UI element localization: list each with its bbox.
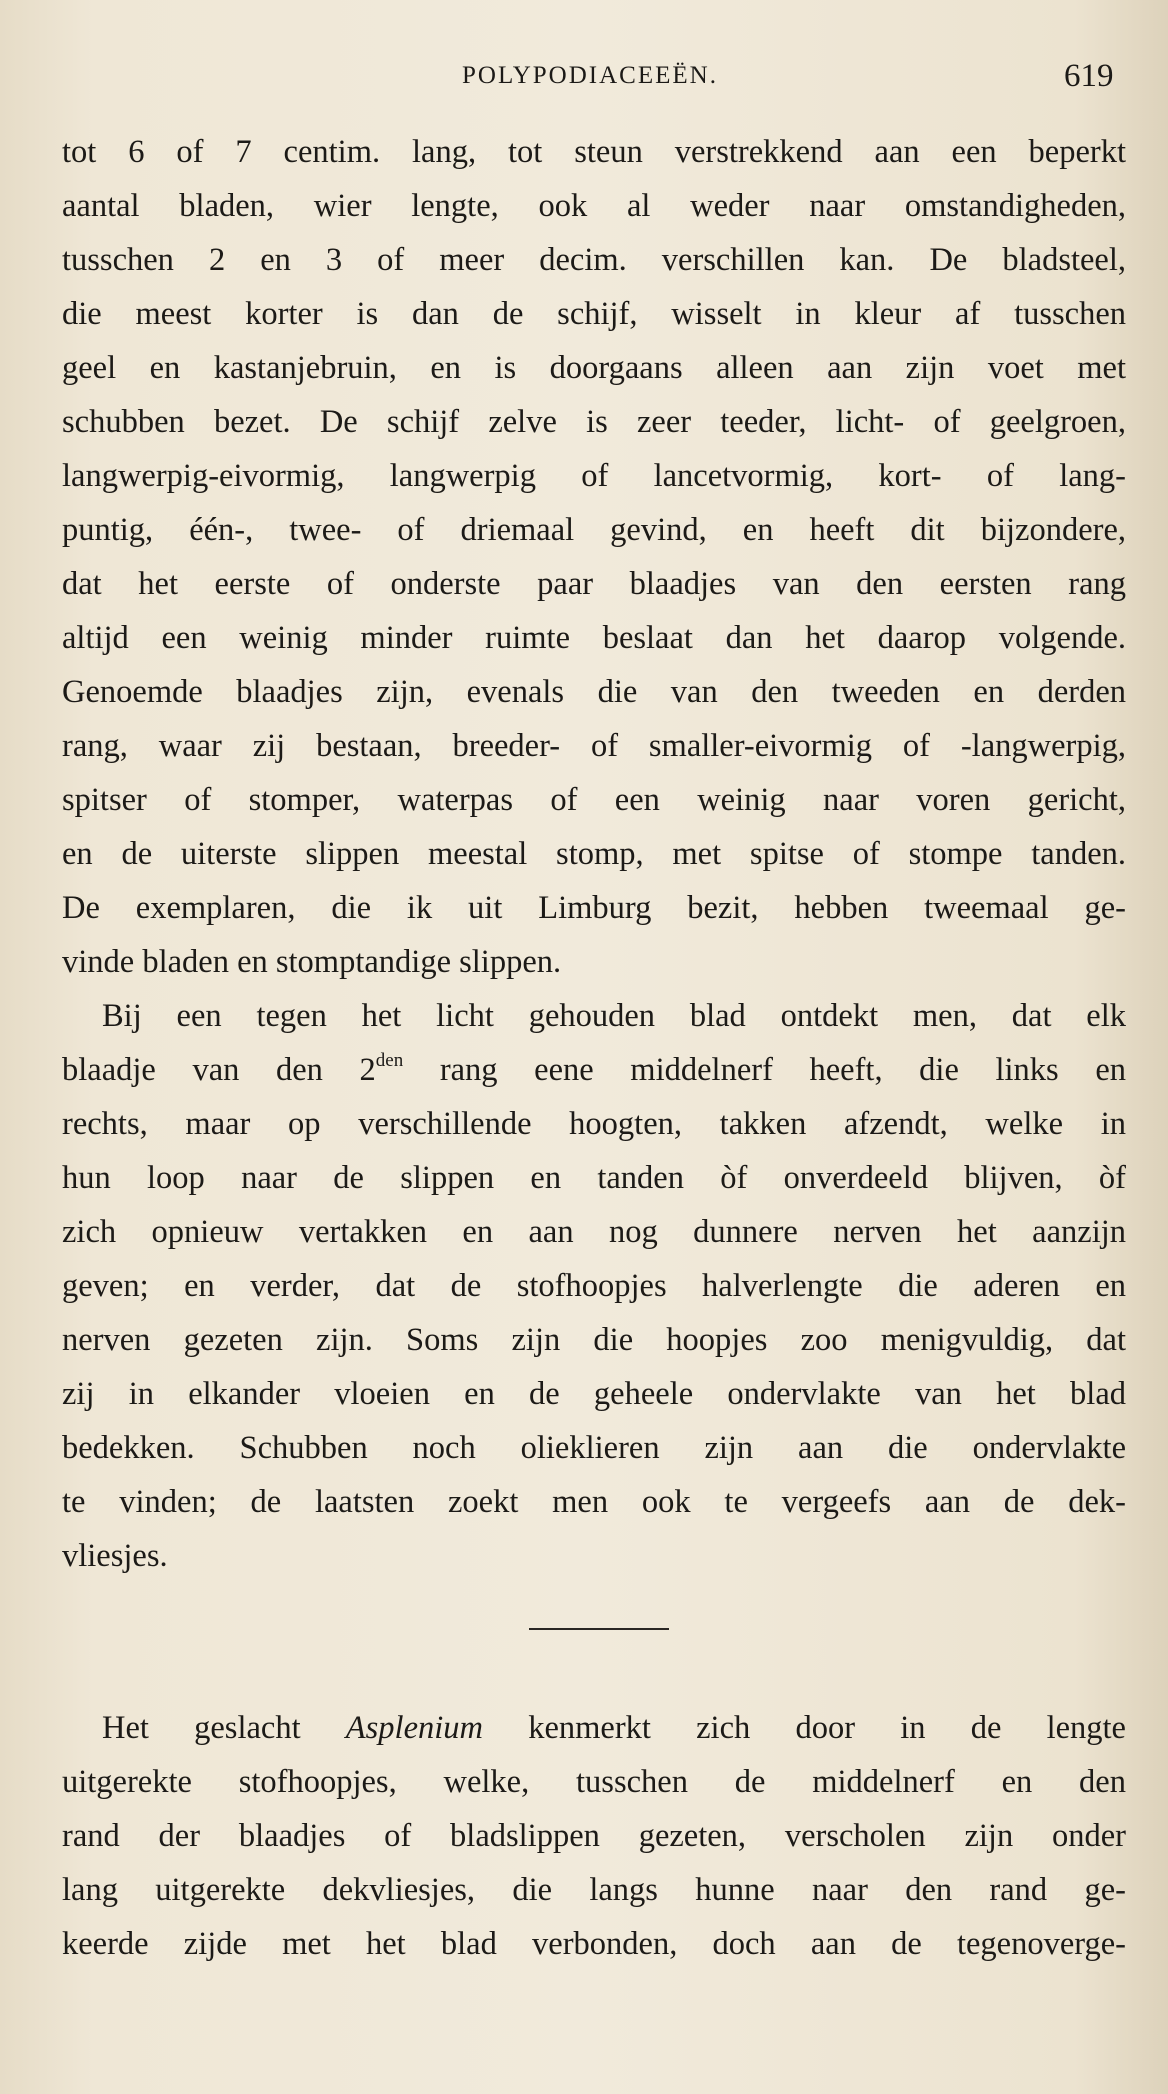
text-fragment: blaadje van den 2 (62, 1052, 376, 1088)
genus-name: Asplenium (345, 1710, 484, 1746)
section-divider (62, 1583, 1126, 1677)
page-header (0, 58, 1168, 108)
text-line: altijd een weinig minder ruimte beslaat dan het daarop volgende. (62, 620, 1126, 656)
page-number: 619 (1064, 58, 1114, 94)
superscript: den (375, 1050, 404, 1071)
text-line: en de uiterste slippen meestal stomp, met spitse of stompe tanden. (62, 836, 1126, 872)
text-line: Genoemde blaadjes zijn, evenals die van den tweeden en derden (62, 674, 1126, 710)
text-line (62, 1701, 1126, 1755)
text-fragment: kenmerkt zich door in de lengte (483, 1710, 1126, 1746)
text-line: tusschen 2 en 3 of meer decim. verschillen kan. De bladsteel, (62, 242, 1126, 278)
text-line: langwerpig-eivormig, langwerpig of lancetvormig, kort- of lang- (62, 458, 1126, 494)
text-line: spitser of stomper, waterpas of een weinig naar voren gericht, (62, 782, 1126, 818)
spacer (62, 1677, 1126, 1701)
text-line: nerven gezeten zijn. Soms zijn die hoopjes zoo menigvuldig, dat (62, 1322, 1126, 1358)
text-line: zich opnieuw vertakken en aan nog dunnere nerven het aanzijn (62, 1214, 1126, 1250)
text-line: vliesjes. (62, 1538, 168, 1574)
text-line (62, 1043, 1126, 1097)
text-line: rand der blaadjes of bladslippen gezeten, verscholen zijn onder (62, 1818, 1126, 1854)
text-fragment: rang eene middelnerf heeft, die links en (403, 1052, 1126, 1088)
text-line: bedekken. Schubben noch olieklieren zijn aan die ondervlakte (62, 1430, 1126, 1466)
paragraph-3 (62, 1701, 1126, 1971)
text-line: geven; en verder, dat de stofhoopjes halverlengte die aderen en (62, 1268, 1126, 1304)
paragraph-2 (62, 989, 1126, 1583)
running-title: POLYPODIACEEËN. (462, 62, 718, 89)
text-line: Bij een tegen het licht gehouden blad ontdekt men, dat elk (102, 998, 1126, 1034)
text-line: aantal bladen, wier lengte, ook al weder naar omstandigheden, (62, 188, 1126, 224)
text-line: vinde bladen en stomptandige slippen. (62, 944, 562, 980)
text-line: dat het eerste of onderste paar blaadjes van den eersten rang (62, 566, 1126, 602)
text-line: puntig, één-, twee- of driemaal gevind, en heeft dit bijzondere, (62, 512, 1126, 548)
text-line: hun loop naar de slippen en tanden òf onverdeeld blijven, òf (62, 1160, 1126, 1196)
text-line: rechts, maar op verschillende hoogten, takken afzendt, welke in (62, 1106, 1126, 1142)
text-line: tot 6 of 7 centim. lang, tot steun verstrekkend aan een beperkt (62, 134, 1126, 170)
text-line: De exemplaren, die ik uit Limburg bezit, hebben tweemaal ge- (62, 890, 1126, 926)
text-line: te vinden; de laatsten zoekt men ook te vergeefs aan de dek- (62, 1484, 1126, 1520)
text-line: uitgerekte stofhoopjes, welke, tusschen de middelnerf en den (62, 1764, 1126, 1800)
text-line: rang, waar zij bestaan, breeder- of smaller-eivormig of -langwerpig, (62, 728, 1126, 764)
body-text (62, 125, 1126, 1971)
text-line: keerde zijde met het blad verbonden, doch aan de tegenoverge- (62, 1926, 1126, 1962)
divider-rule (529, 1628, 669, 1630)
text-fragment: Het geslacht (102, 1710, 346, 1746)
text-line: die meest korter is dan de schijf, wisselt in kleur af tusschen (62, 296, 1126, 332)
text-line: lang uitgerekte dekvliesjes, die langs hunne naar den rand ge- (62, 1872, 1126, 1908)
text-line: geel en kastanjebruin, en is doorgaans alleen aan zijn voet met (62, 350, 1126, 386)
paragraph-1 (62, 125, 1126, 989)
text-line: zij in elkander vloeien en de geheele ondervlakte van het blad (62, 1376, 1126, 1412)
text-line: schubben bezet. De schijf zelve is zeer teeder, licht- of geelgroen, (62, 404, 1126, 440)
